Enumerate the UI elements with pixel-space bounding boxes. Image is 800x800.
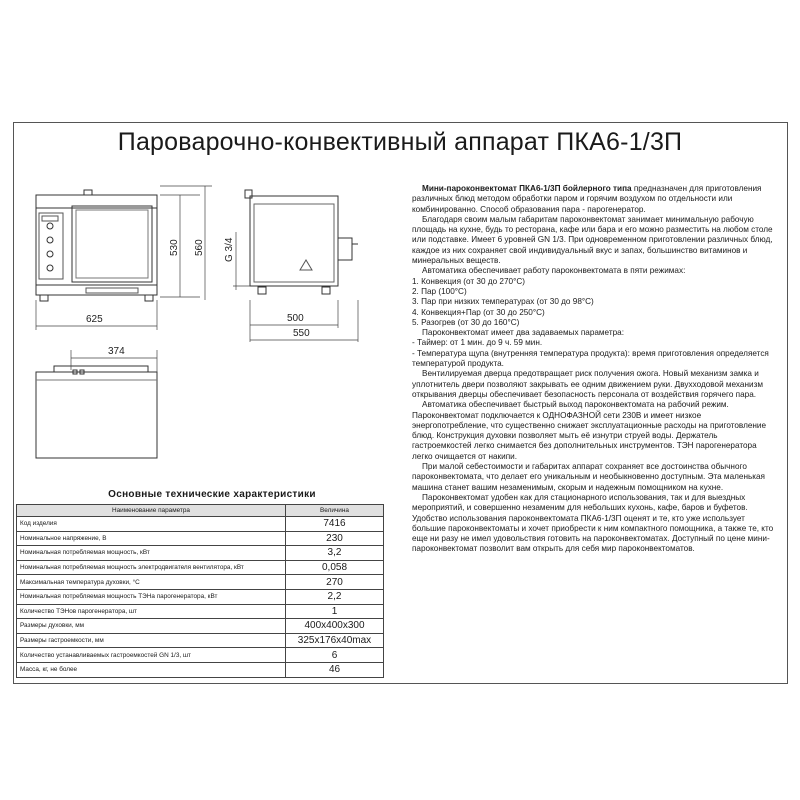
table-row [17, 648, 384, 663]
table-row [17, 575, 384, 590]
spec-value: 230 [286, 531, 384, 546]
spec-value: 3,2 [286, 546, 384, 561]
description-paragraph: Вентилируемая дверца предотвращает риск получения ожога. Новый механизм замка и уплотнитель двери позволяют закрывать ее одним движением руки. Двухходовой механизм открывания дверцы обеспечивает безопасность персонала от воздействия горячего пара. [412, 369, 763, 399]
spec-value: 0,058 [286, 560, 384, 575]
page-title: Пароварочно-конвективный аппарат ПКА6-1/3П [117, 128, 683, 156]
dim-side-depth-outer: 550 [293, 328, 310, 339]
mode-item: 3. Пар при низких температурах (от 30 до 98°С) [412, 297, 594, 307]
dim-side-depth-inner: 500 [287, 313, 304, 324]
description-paragraph: При малой себестоимости и габаритах аппарат сохраняет все достоинства обычного пароконвектомата, что делает его уникальным и необыкновенно доступным. Эта маленькая машина станет вашим незаменимым, скорым и надежным помощником на кухне. [412, 462, 765, 492]
table-row [17, 517, 384, 532]
table-row [17, 633, 384, 648]
spec-value: 2,2 [286, 589, 384, 604]
description-paragraph: - Таймер: от 1 мин. до 9 ч. 59 мин. [412, 338, 543, 348]
spec-name: Размеры духовки, мм [17, 619, 286, 634]
specs-table [16, 504, 384, 678]
spec-value: 6 [286, 648, 384, 663]
top-view-drawing [36, 366, 157, 458]
spec-value: 270 [286, 575, 384, 590]
table-row [17, 604, 384, 619]
specs-header-row [17, 505, 384, 517]
table-row [17, 619, 384, 634]
dim-top-offset: 374 [108, 346, 125, 357]
table-row [17, 589, 384, 604]
description-paragraph: - Температура щупа (внутренняя температура продукта): время приготовления определяется температурой продукта. [412, 348, 769, 369]
spec-value: 1 [286, 604, 384, 619]
spec-name: Количество устанавливаемых гастроемкостей GN 1/3, шт [17, 648, 286, 663]
description-paragraph: Автоматика обеспечивает работу пароконвектомата в пяти режимах: [422, 266, 686, 276]
front-view-drawing [36, 190, 157, 301]
mode-item: 4. Конвекция+Пар (от 30 до 250°С) [412, 307, 545, 317]
spec-name: Максимальная температура духовки, °С [17, 575, 286, 590]
side-view-drawing [245, 190, 358, 294]
spec-name: Код изделия [17, 517, 286, 532]
specs-header-param: Наименование параметра [17, 505, 286, 517]
spec-name: Номинальная потребляемая мощность электродвигателя вентилятора, кВт [17, 560, 286, 575]
spec-name: Количество ТЭНов парогенератора, шт [17, 604, 286, 619]
mode-item: 5. Разогрев (от 30 до 160°С) [412, 317, 520, 327]
spec-name: Размеры гастроемкости, мм [17, 633, 286, 648]
table-row [17, 560, 384, 575]
spec-name: Масса, кг, не более [17, 662, 286, 677]
spec-value: 400х400х300 [286, 619, 384, 634]
description-paragraph: Пароконвектомат удобен как для стационарного использования, так и для выездных мероприятий, и совершенно незаменим для небольших кухонь, кафе, баров и буфетов. Удобство использования пароконвектомата ПКА6-1/3П оценят и те, кто уже использует большие пароконвектоматы и хочет приобрести к ним компактного помощника, а также те, кто еще ни разу не имел удовольствия готовить на пароконвектоматах. Доступный по цене мини-пароконвектомат позволит вам открыть для себя мир пароконвектоматов. [412, 492, 774, 554]
description-text [412, 184, 774, 555]
dim-front-height-outer: 560 [194, 239, 205, 256]
description-paragraph: Автоматика обеспечивает быстрый выход пароконвектомата на рабочий режим. Пароконвектомат подключается к ОДНОФАЗНОЙ сети 230В и имеет низкое энергопотребление, что существенно снижает эксплуатационные расходы на приготовление блюд. Конструкция духовки позволяет мыть её изнутри струей воды. Держатель гастроемкостей легко снимается без дополнительных инструментов. ТЭН парогенератора легко очищается от накипи. [412, 400, 767, 461]
dim-front-width: 625 [86, 314, 103, 325]
specs-header-value: Величина [286, 505, 384, 517]
spec-value: 7416 [286, 517, 384, 532]
table-row [17, 662, 384, 677]
product-name: Мини-пароконвектомат ПКА6-1/3П бойлерного типа [422, 184, 632, 193]
description-paragraph: Благодаря своим малым габаритам пароконвектомат занимает минимальную рабочую площадь на кухне, будь то ресторана, кафе или бара и его можно разместить на любом столе или подставке. Имеет 6 уровней GN 1/3. При одновременном приготовлении различных блюд, каждое из них сохраняет свой индивидуальный вкус и запах, большинство витаминов и минеральных веществ. [412, 214, 773, 266]
table-row [17, 546, 384, 561]
spec-name: Номинальная потребляемая мощность, кВт [17, 546, 286, 561]
description-lead: Мини-пароконвектомат ПКА6-1/3П бойлерного типа предназначен для приготовления различных блюд методом обработки паром и горячим воздухом по отдельности или комбинированно. Способ образования пара - парогенератор. [412, 184, 762, 214]
spec-value: 325х176х40max [286, 633, 384, 648]
mode-item: 1. Конвекция (от 30 до 270°С) [412, 276, 525, 286]
spec-value: 46 [286, 662, 384, 677]
spec-name: Номинальное напряжение, В [17, 531, 286, 546]
specs-title: Основные технические характеристики [108, 489, 316, 500]
dim-pipe-label: G 3/4 [224, 237, 235, 262]
mode-item: 2. Пар (100°С) [412, 286, 467, 296]
spec-name: Номинальная потребляемая мощность ТЭНа парогенератора, кВт [17, 589, 286, 604]
table-row [17, 531, 384, 546]
description-paragraph: Пароконвектомат имеет два задаваемых параметра: [422, 328, 624, 338]
dim-front-height-inner: 530 [169, 239, 180, 256]
